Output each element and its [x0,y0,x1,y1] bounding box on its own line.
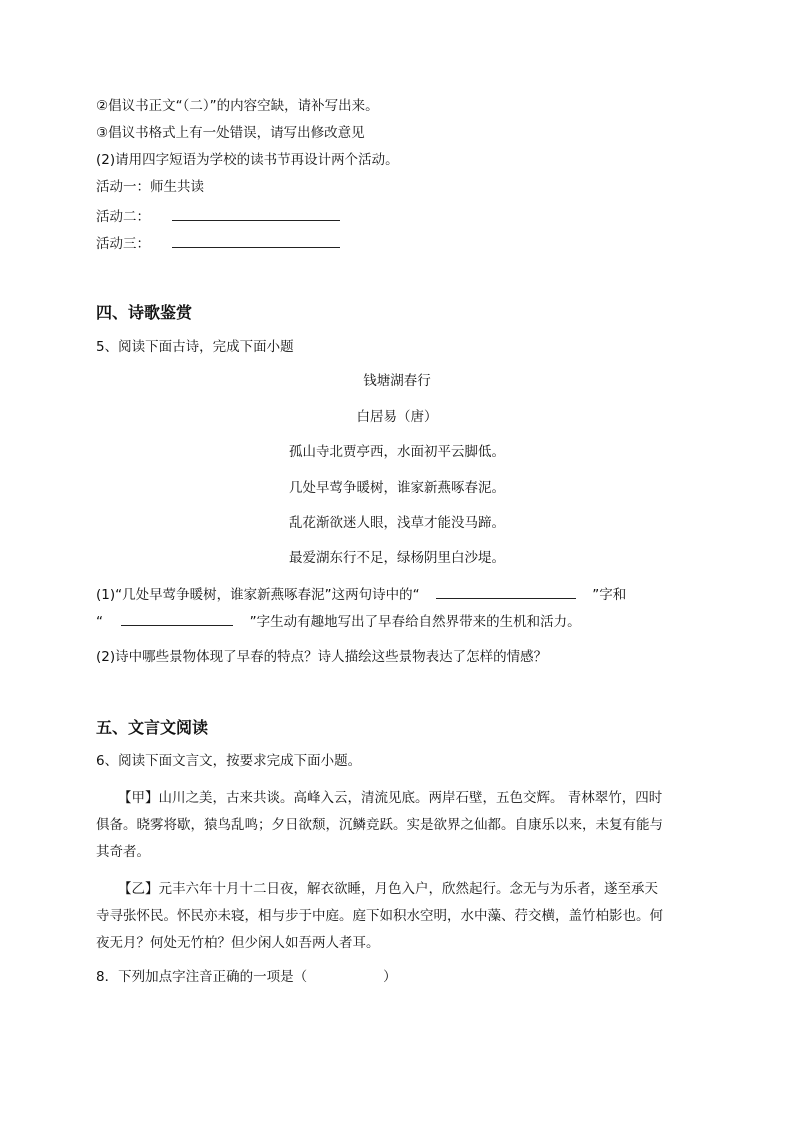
poem-q1-part2: ”字和 [592,587,627,603]
activity-3-blank[interactable] [172,233,340,248]
passage-yi-line: 寺寻张怀民。怀民亦未寝，相与步于中庭。庭下如积水空明，水中藻、荇交横，盖竹柏影也。何 [96,908,663,924]
question-8-row [96,968,397,986]
activity-1-text: 活动一：师生共读 [96,179,204,195]
item-3-text: ③倡议书格式上有一处错误，请写出修改意见 [96,125,365,141]
activity-2-blank[interactable] [172,206,340,221]
passage-jia-line: 【甲】山川之美，古来共谈。高峰入云，清流见底。两岸石壁，五色交辉。 青林翠竹，四时 [118,790,663,806]
poem-question-2: (2)诗中哪些景物体现了早春的特点？诗人描绘这些景物表达了怎样的情感？ [96,649,548,665]
poem-line: 孤山寺北贾亭西，水面初平云脚低。 [289,444,505,460]
item-2-text: ②倡议书正文“（二）”的内容空缺，请补写出来。 [96,98,379,114]
poem-line: 最爱湖东行不足，绿杨阴里白沙堤。 [289,550,505,566]
question-5-intro: 5、阅读下面古诗，完成下面小题 [96,339,294,355]
poem-q1-blank-1[interactable] [436,584,576,599]
section-4-heading: 四、诗歌鉴赏 [96,303,193,322]
passage-yi-line: 【乙】元丰六年十月十二日夜，解衣欲睡，月色入户，欣然起行。念无与为乐者，遂至承天 [118,881,658,897]
question-8-part1: 8．下列加点字注音正确的一项是（ [96,969,308,985]
section-5-heading: 五、文言文阅读 [96,718,209,737]
question-6-intro: 6、阅读下面文言文，按要求完成下面小题。 [96,753,362,769]
question-8-part2: ） [383,969,397,985]
activity-3-row [96,233,340,253]
poem-line: 几处早莺争暖树，谁家新燕啄春泥。 [289,480,505,496]
poem-q1-blank-2[interactable] [121,611,233,626]
passage-jia-line: 其奇者。 [96,844,150,860]
question-2-text: (2)请用四字短语为学校的读书节再设计两个活动。 [96,152,399,168]
poem-q1-part4: ”字生动有趣地写出了早春给自然界带来的生机和活力。 [249,614,581,630]
activity-2-row [96,206,340,226]
passage-yi-line: 夜无月？何处无竹柏？但少闲人如吾两人者耳。 [96,935,380,951]
activity-3-label: 活动三： [96,236,150,252]
poem-line: 乱花渐欲迷人眼，浅草才能没马蹄。 [289,515,505,531]
poem-question-1-row1 [96,584,626,604]
passage-jia-line: 俱备。晓雾将歇，猿鸟乱鸣；夕日欲颓，沉鳞竞跃。实是欲界之仙都。自康乐以来，未复有能与 [96,817,663,833]
poem-q1-part1: (1)“几处早莺争暖树，谁家新燕啄春泥”这两句诗中的“ [96,587,420,603]
poem-author: 白居易（唐） [356,409,438,425]
poem-question-1-row2 [96,611,581,631]
activity-2-label: 活动二： [96,209,150,225]
poem-title: 钱塘湖春行 [363,373,431,389]
poem-q1-part3: “ [96,614,103,630]
